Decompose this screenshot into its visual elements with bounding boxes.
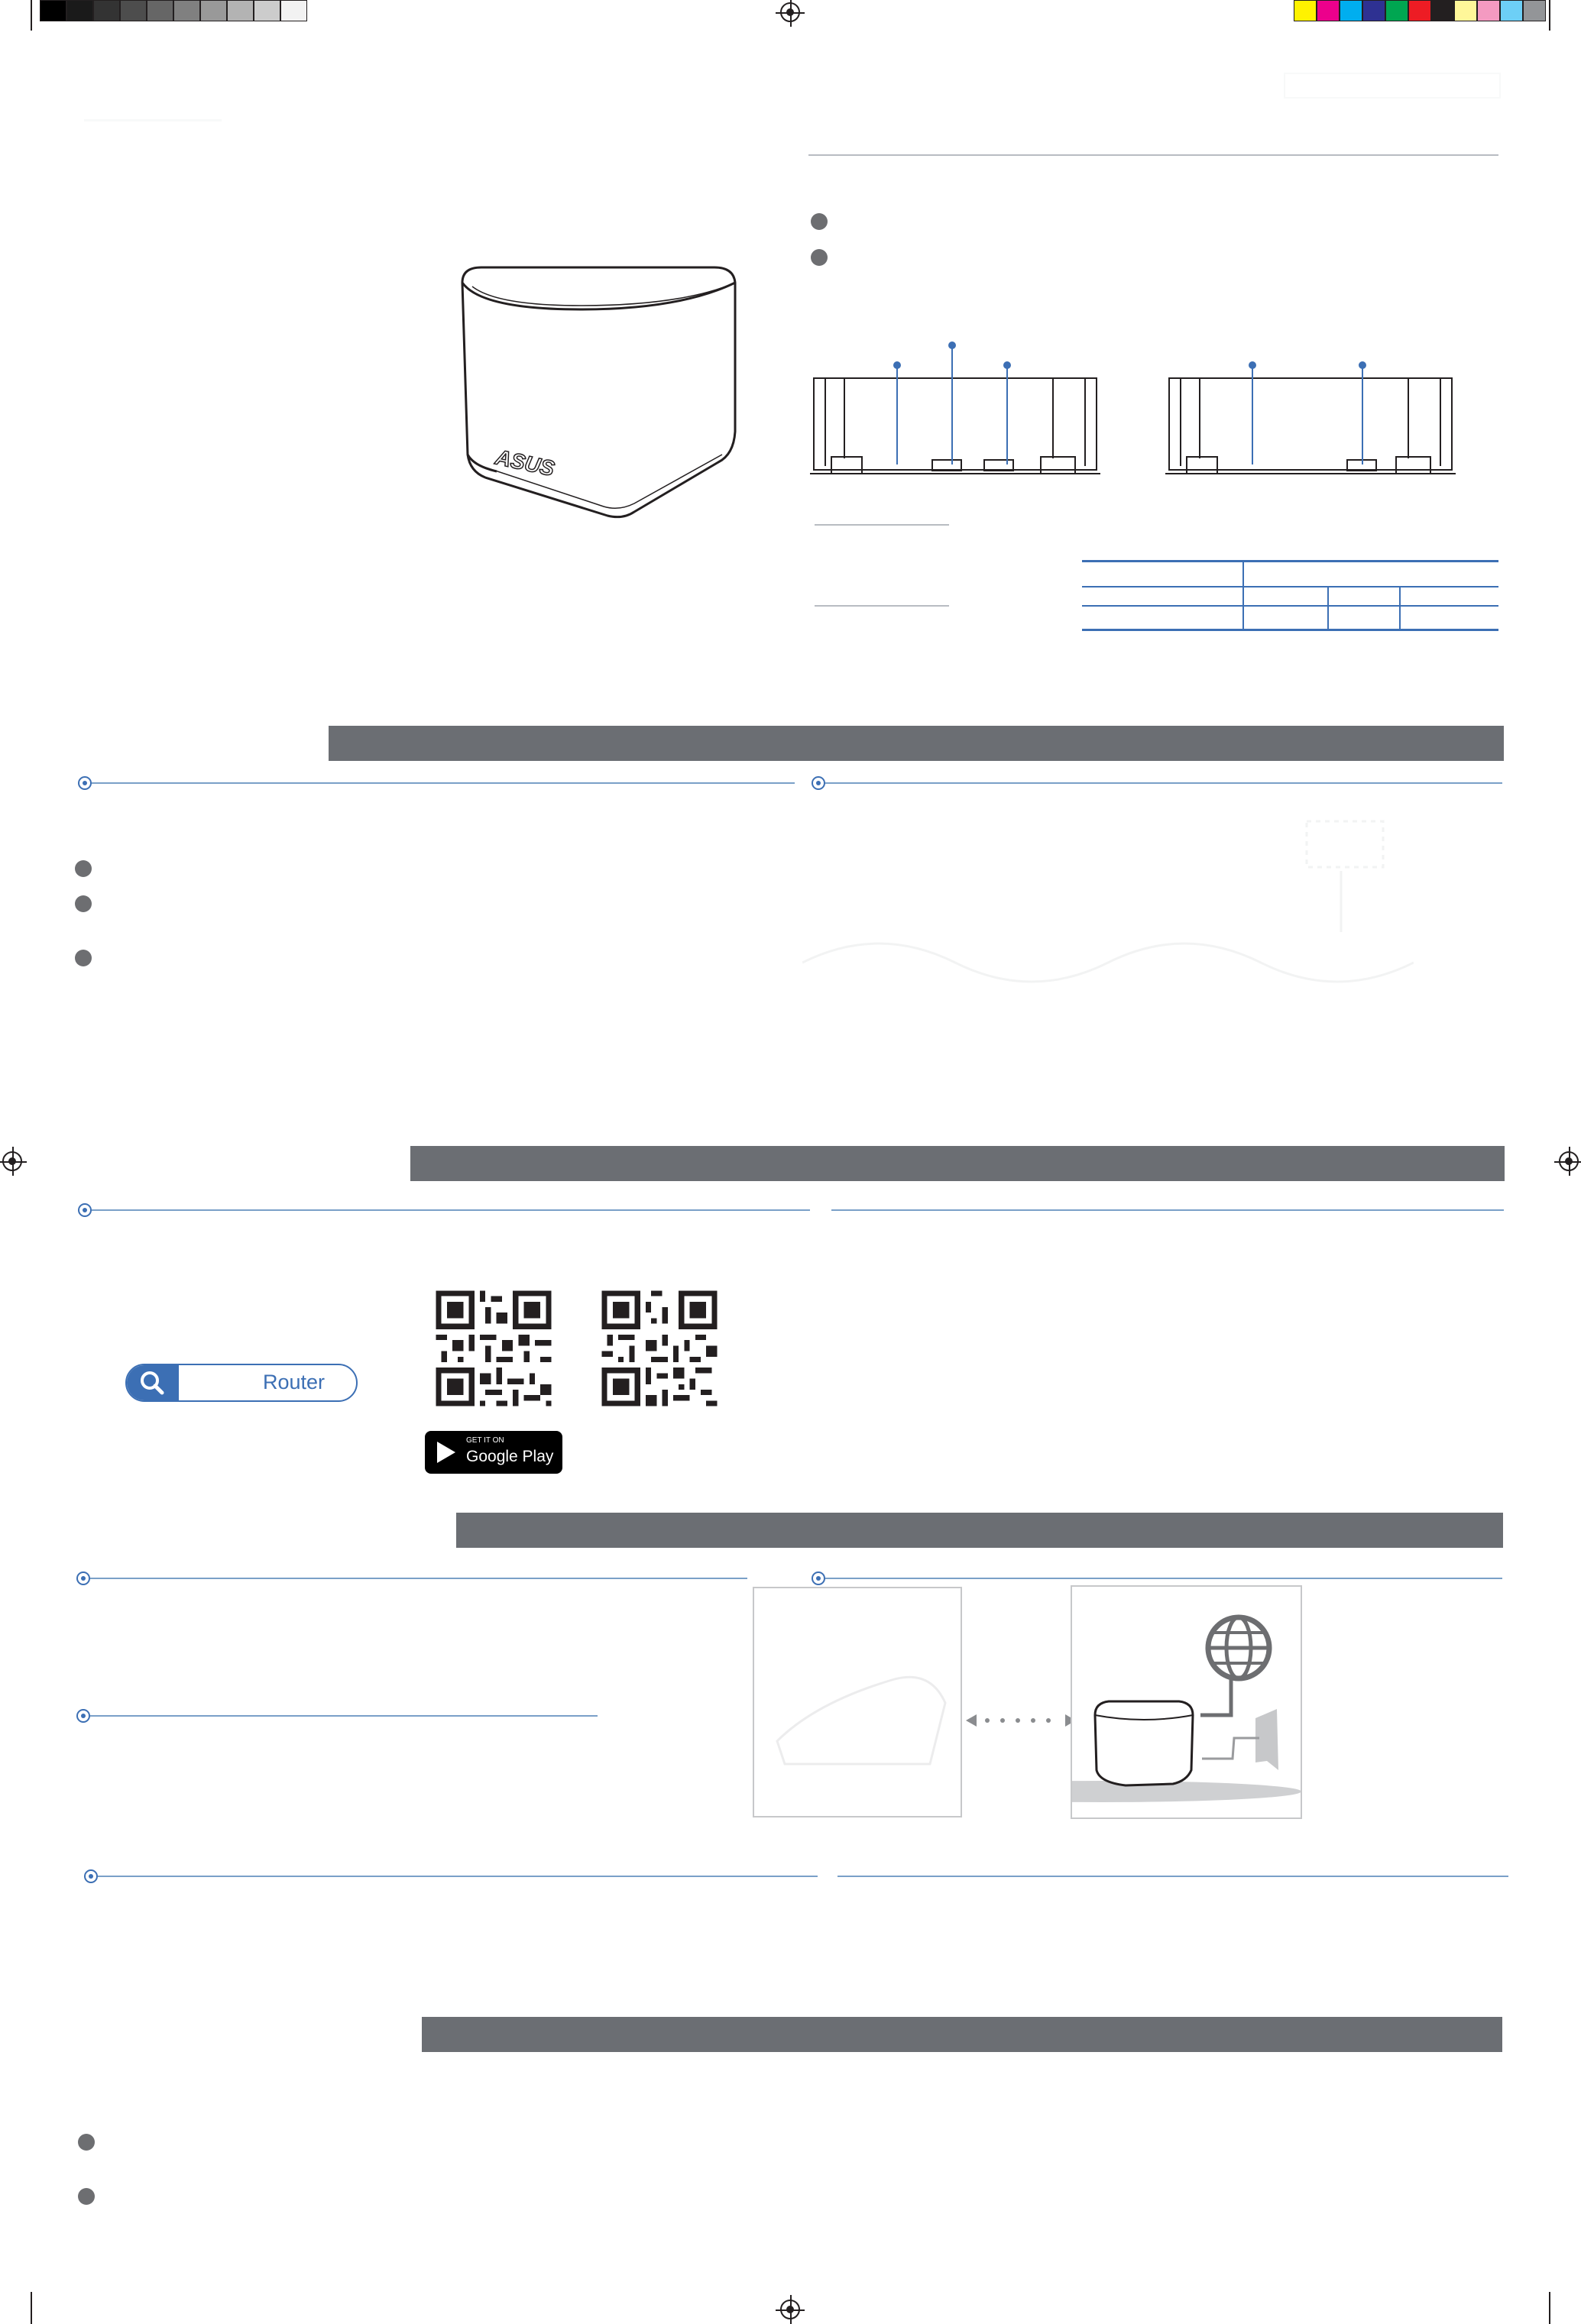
crop-mark bbox=[31, 2292, 32, 2324]
faint-header-right bbox=[1284, 73, 1501, 99]
legend-rule bbox=[815, 524, 949, 526]
legend-rule bbox=[815, 605, 949, 607]
bullet bbox=[78, 2134, 95, 2151]
dotted-arrow bbox=[964, 1711, 1077, 1730]
step-rule bbox=[90, 1715, 598, 1717]
registration-mark-icon bbox=[2, 1151, 22, 1171]
step-rule bbox=[92, 1209, 810, 1211]
step-marker-icon bbox=[76, 1571, 90, 1585]
faint-header-left bbox=[84, 70, 222, 121]
step-rule bbox=[92, 782, 795, 784]
crop-mark bbox=[31, 0, 32, 31]
registration-mark-icon bbox=[780, 2300, 800, 2319]
section-header-bar bbox=[410, 1146, 1505, 1181]
step-marker-icon bbox=[812, 1571, 825, 1585]
step-marker-icon bbox=[78, 776, 92, 790]
google-play-line1: GET IT ON bbox=[466, 1436, 504, 1445]
registration-mark-icon bbox=[780, 2, 800, 22]
bullet bbox=[811, 213, 828, 230]
illustration-panel-right bbox=[1071, 1585, 1302, 1819]
google-play-badge[interactable] bbox=[425, 1431, 562, 1474]
bullet bbox=[75, 860, 92, 877]
app-search-pill[interactable] bbox=[125, 1364, 358, 1402]
illustration-panel-left bbox=[753, 1587, 962, 1817]
search-icon bbox=[127, 1365, 179, 1400]
qr-code-ios[interactable] bbox=[591, 1280, 728, 1417]
faint-setup-illustration bbox=[802, 817, 1414, 1047]
google-play-line2: Google Play bbox=[466, 1448, 554, 1465]
back-panel-diagram-2 bbox=[1165, 336, 1456, 497]
step-rule bbox=[831, 1209, 1504, 1211]
step-marker-icon bbox=[78, 1203, 92, 1217]
globe-icon bbox=[1208, 1617, 1269, 1678]
step-rule bbox=[98, 1876, 818, 1877]
bullet bbox=[78, 2188, 95, 2205]
svg-text:ASUS: ASUS bbox=[493, 445, 557, 481]
section-header-bar bbox=[422, 2017, 1502, 2052]
step-marker-icon bbox=[76, 1709, 90, 1723]
product-illustration bbox=[451, 264, 749, 531]
bullet bbox=[75, 895, 92, 912]
step-marker-icon bbox=[812, 776, 825, 790]
step-rule bbox=[837, 1876, 1508, 1877]
step-rule bbox=[90, 1578, 747, 1579]
bullet bbox=[75, 950, 92, 966]
section-header-bar bbox=[456, 1513, 1503, 1548]
step-marker-icon bbox=[84, 1869, 98, 1883]
bullet bbox=[811, 249, 828, 266]
section-header-bar bbox=[329, 726, 1504, 761]
back-panel-diagram-1 bbox=[810, 336, 1100, 497]
qr-code-android[interactable] bbox=[425, 1280, 562, 1417]
step-rule bbox=[825, 782, 1502, 784]
step-rule bbox=[825, 1578, 1502, 1579]
header-rule bbox=[808, 154, 1498, 156]
crop-mark bbox=[1549, 2292, 1550, 2324]
search-pill-text: Router bbox=[263, 1371, 326, 1393]
registration-mark-icon bbox=[1559, 1151, 1579, 1171]
play-triangle-icon bbox=[431, 1431, 462, 1474]
crop-mark bbox=[1549, 0, 1550, 31]
